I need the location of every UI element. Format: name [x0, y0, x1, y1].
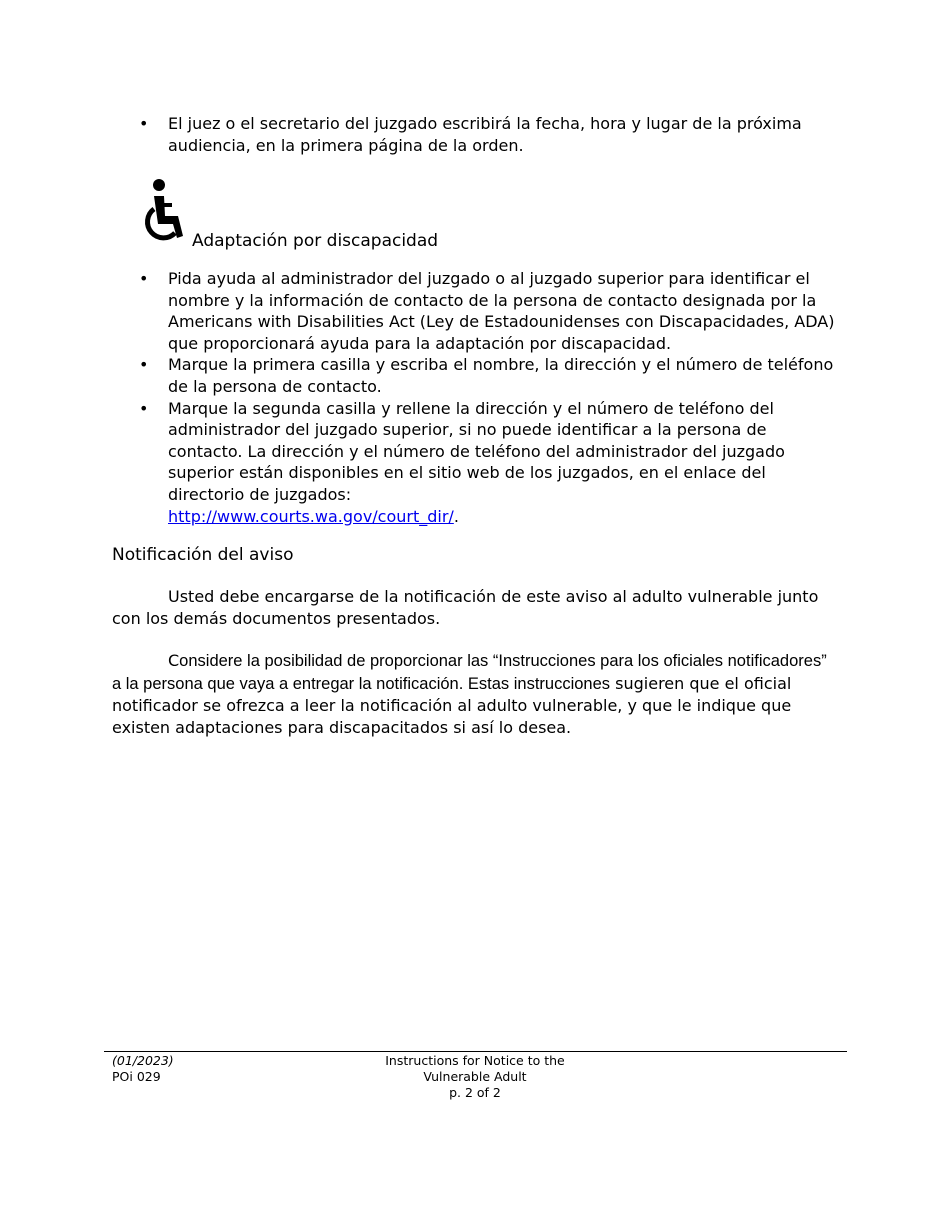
bullet-marker: •	[139, 398, 149, 418]
service-paragraph-2	[112, 650, 837, 738]
paragraph-text-part-a: onsidere la posibilidad de proporcionar las “Instrucciones para los oficiales notificadores” a la persona que vaya a entregar la notificación. Estas instrucciones	[112, 652, 827, 693]
paragraph-first-letter: C	[168, 651, 180, 670]
bullet-marker: •	[139, 269, 149, 288]
bullet-marker: •	[139, 114, 149, 133]
footer-date: (01/2023)	[112, 1053, 174, 1068]
list-item	[112, 398, 837, 528]
bullet-text: Marque la segunda casilla y rellene la dirección y el número de teléfono del administrador del juzgado superior, si no puede identificar a la persona de contacto. La dirección y el número de teléfono del administrador del juzgado superior están disponibles en el sitio web de los juzgados, en el enlace del directorio de juzgados:	[168, 398, 785, 504]
footer-title	[335, 1053, 615, 1101]
wheelchair-icon	[138, 178, 188, 250]
bullet-text: Pida ayuda al administrador del juzgado o al juzgado superior para identificar el nombre y la información de contacto de la persona de contacto designada por la Americans with Disabilities Act (Ley de Estadounidenses con Discapacidades, ADA) que proporcionará ayuda para la adaptación por discapacidad.	[168, 269, 835, 353]
bullet-end-punctuation: .	[453, 506, 459, 526]
footer-divider	[104, 1051, 847, 1052]
service-section-heading: Notificación del aviso	[112, 545, 294, 565]
list-item	[112, 113, 837, 156]
ada-bullet-list	[112, 268, 837, 527]
ada-section-heading: Adaptación por discapacidad	[192, 231, 439, 251]
court-directory-link[interactable]: http://www.courts.wa.gov/court_dir/	[168, 506, 454, 526]
footer-title-line-1: Instructions for Notice to the	[385, 1053, 565, 1068]
list-item	[112, 354, 837, 397]
bullet-marker: •	[139, 355, 149, 375]
footer-title-line-2: Vulnerable Adult	[423, 1069, 527, 1084]
paragraph-text-part-b: sugieren que el oficial notificador se ofrezca a leer la notificación al adulto vulnerable, y que le indique que existen adaptaciones para discapacitados si así lo desea.	[112, 673, 792, 737]
list-item	[112, 268, 837, 354]
footer-form-info	[112, 1053, 174, 1085]
footer-form-id: POi 029	[112, 1069, 161, 1084]
paragraph-text: Usted debe encargarse de la notificación de este aviso al adulto vulnerable junto con los demás documentos presentados.	[112, 587, 819, 628]
service-paragraph-1	[112, 586, 837, 629]
footer-page-number: p. 2 of 2	[449, 1085, 501, 1100]
bullet-text: Marque la primera casilla y escriba el nombre, la dirección y el número de teléfono de la persona de contacto.	[168, 355, 834, 396]
intro-bullet-list	[112, 113, 837, 156]
bullet-text: El juez o el secretario del juzgado escribirá la fecha, hora y lugar de la próxima audiencia, en la primera página de la orden.	[168, 114, 802, 155]
